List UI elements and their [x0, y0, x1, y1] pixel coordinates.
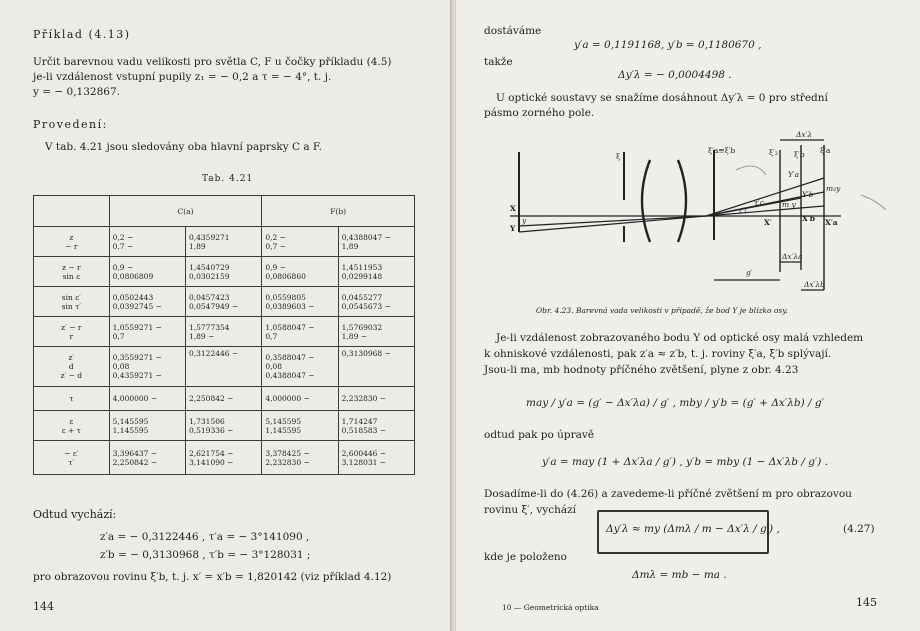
para2-line-3: Jsou-li ma, mb hodnoty příčného zvětšení, plyne z obr. 4.23: [484, 364, 799, 376]
para2-line-1: Je-li vzdálenost zobrazovaného bodu Y od optické osy malá vzhledem: [496, 332, 864, 344]
equation-delta-y: Δy′λ = − 0,0004498 .: [618, 69, 732, 81]
equation-boxed: Δy′λ ≈ my (Δmλ / m − Δx′λ / g′) ,: [606, 523, 780, 535]
text-kde: kde je položeno: [484, 551, 567, 563]
task-line-3: y = − 0,132867.: [33, 86, 120, 98]
footer-left: 10 — Geometrická optika: [502, 603, 599, 612]
equation-definition: Δmλ = mb − ma .: [632, 569, 727, 581]
label-mby: m₂y: [826, 184, 841, 193]
label-y: Y: [510, 224, 516, 233]
label-ya: Y′a: [788, 170, 800, 179]
procedure-title: Provedení:: [33, 118, 108, 131]
label-xi-b: ξ′b: [794, 150, 805, 159]
label-tau: τ′₁: [738, 206, 747, 215]
table-caption: Tab. 4.21: [202, 174, 254, 184]
optical-diagram: [456, 0, 920, 300]
result-line-3: pro obrazovou rovinu ξ′b, t. j. x′ = x′b = 1,820142 (viz příklad 4.12): [33, 571, 392, 583]
page-number-left: 144: [33, 600, 54, 613]
result-intro: Odtud vychází:: [33, 508, 117, 521]
result-line-1: z′a = − 0,3122446 , τ′a = − 3°141090 ,: [100, 531, 310, 543]
figure-caption: Obr. 4.23. Barevná vada velikosti v případě, že bod Y je blízko osy.: [536, 306, 788, 315]
table-row: sin ε′ sin τ′ 0,0502443 0,0392745 − 0,0457423 0,0547949 − 0,0559805 0,0389603 − 0,0455277 0,0545673 −: [34, 287, 415, 317]
para3-line-1: Dosadíme-li do (4.26) a zavedeme-li příčné zvětšení m pro obrazovou: [484, 488, 852, 500]
label-my: m y: [782, 200, 796, 209]
text-takze: takže: [484, 56, 513, 68]
table-row: z − r sin ε 0,9 − 0,0806809 1,4540729 0,0302159 0,9 − 0,0806860 1,4511953 0,0299148: [34, 257, 415, 287]
pencil-mark: [736, 166, 766, 175]
table-row: − ε′ τ′ 3,396437 − 2,250842 − 2,621754 − 3,141090 − 3,378425 − 2,232830 − 2,600446 − 3,128031 −: [34, 441, 415, 475]
text-dostavame: dostáváme: [484, 25, 542, 37]
header-f: F(b): [262, 196, 415, 227]
para1-line-2: pásmo zorného pole.: [484, 107, 595, 119]
table-row: τ 4,000000 − 2,250842 − 4,000000 − 2,232830 −: [34, 387, 415, 411]
table-row: z′ − r r 1,0559271 − 0,7 1,5777354 1,89 − 1,0588047 − 0,7 1,5769032 1,89 −: [34, 317, 415, 347]
para1-line-1: U optické soustavy se snažíme dosáhnout Δy′λ = 0 pro střední: [496, 92, 828, 104]
equation-ya-yb: y′a = 0,1191168, y′b = 0,1180670 ,: [574, 39, 762, 51]
para2-line-2: k ohniskové vzdálenosti, pak z′a ≈ z′b, t. j. roviny ξ′a, ξ′b splývají.: [484, 348, 832, 360]
label-tau-c: τ′c: [754, 198, 765, 207]
label-xi: ξ: [616, 152, 621, 161]
label-dx-a: Δx′λa: [782, 252, 803, 261]
label-xi-a-b: ξ′a≡ξ′b: [708, 146, 736, 155]
label-y-small: y: [522, 216, 527, 225]
data-table: [33, 195, 415, 475]
table-row: ε ε + τ 5,145595 1,145595 1,731506 0,519336 − 5,145595 1,145595 1,714247 0,518583 −: [34, 411, 415, 441]
label-dx-b: Δx′λb: [804, 280, 825, 289]
task-line-1: Určit barevnou vadu velikosti pro světla C, F u čočky příkladu (4.5): [33, 56, 392, 68]
lens-2: [678, 160, 686, 242]
equation-solved: y′a = may (1 + Δx′λa / g′) , y′b = mby (1 − Δx′λb / g′) .: [542, 456, 829, 468]
para3-line-2: rovinu ξ′, vychází: [484, 504, 576, 516]
page-number-right: 145: [856, 596, 877, 609]
procedure-text: V tab. 4.21 jsou sledovány oba hlavní paprsky C a F.: [45, 141, 322, 153]
label-yb: Y′b: [802, 190, 814, 199]
table-header-row: [34, 196, 415, 227]
equation-frame: [597, 510, 769, 554]
label-xa: X′a: [825, 218, 838, 227]
table-row: z − r 0,2 − 0,7 − 0,4359271 1,89 0,2 − 0,7 − 0,4388047 − 1,89: [34, 227, 415, 257]
label-x: X: [510, 204, 516, 213]
label-x-prime: X′: [764, 218, 772, 227]
label-g: g′: [746, 268, 753, 277]
task-line-2: je-li vzdálenost vstupní pupily z₁ = − 0,2 a τ = − 4°, t. j.: [33, 71, 332, 83]
equation-ratio: may / y′a = (g′ − Δx′λa) / g′ , mby / y′b = (g′ + Δx′λb) / g′: [526, 397, 825, 409]
label-dx-top: Δx′λ: [796, 130, 813, 139]
label-xb: X′b: [802, 214, 816, 223]
text-odtud: odtud pak po úpravě: [484, 429, 595, 441]
example-title: Příklad (4.13): [33, 28, 131, 41]
label-xi-a: ξ′a: [820, 146, 831, 155]
left-page: [0, 0, 452, 631]
table-row: z′ d z′ − d 0,3559271 − 0,08 0,4359271 − 0,3122446 − 0,3588047 − 0,08 0,4388047 − 0,3130968 −: [34, 347, 415, 387]
equation-number: (4.27): [843, 523, 875, 535]
result-line-2: z′b = − 0,3130968 , τ′b = − 3°128031 ;: [100, 549, 311, 561]
lens-1: [642, 160, 650, 242]
label-xi-2: ξ′₂: [769, 148, 778, 157]
header-c: C(a): [109, 196, 262, 227]
